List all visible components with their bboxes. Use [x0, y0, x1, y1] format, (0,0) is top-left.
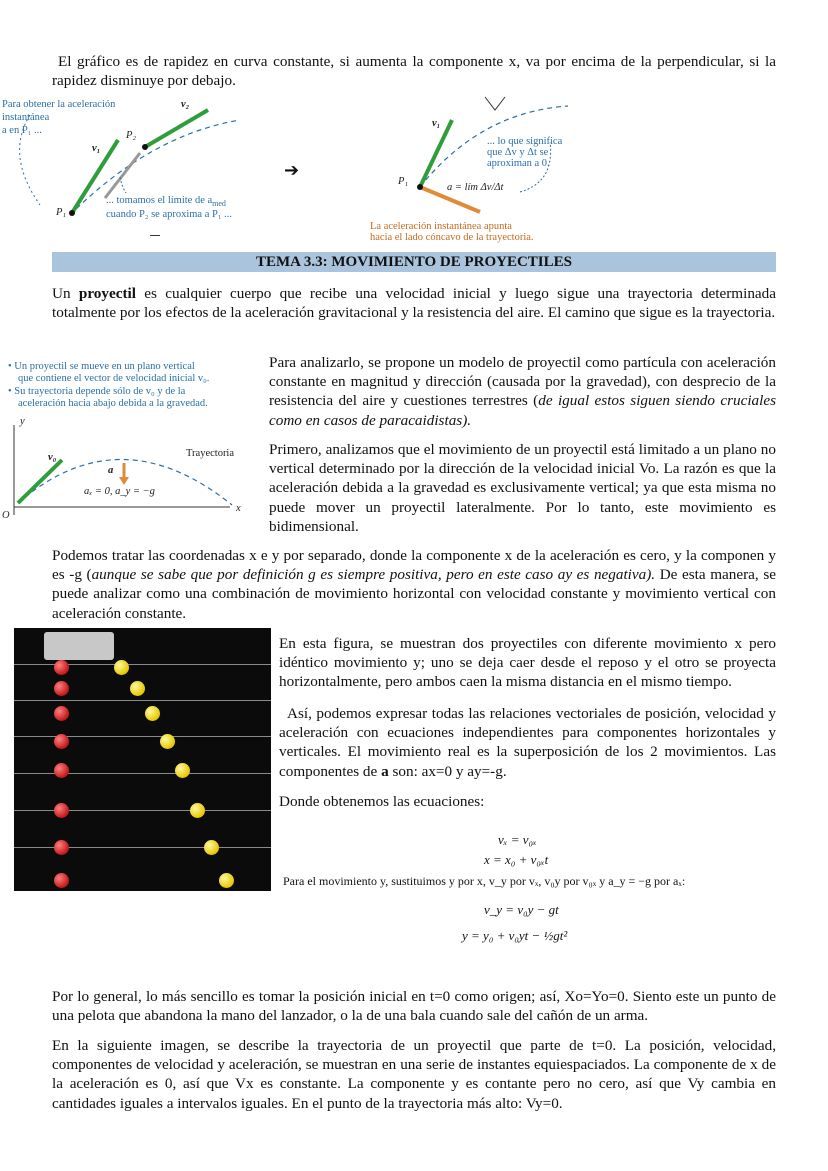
red-ball [54, 660, 69, 675]
fig2-bullet2b: aceleración hacia abajo debida a la gravedad. [18, 398, 208, 409]
fig2-origin-label: O [2, 510, 10, 521]
paragraph-vector-relations: Así, podemos expresar todas las relaciones vectoriales de posición, velocidad y aceleración con ecuaciones independientes para componentes horizontales y verticales. El movimiento real es la superposición de los 2 movimientos. Las componentes de a son: ax=0 y ay=-g. [279, 705, 776, 780]
fig1r-v1-label: v₁ [432, 118, 441, 129]
yellow-ball [190, 803, 205, 818]
fig2-v0-label: v₀ [48, 452, 57, 463]
fig1r-p1-label: P₁ [398, 176, 409, 187]
fig1r-caption1: La aceleración instantánea apunta [370, 221, 512, 232]
fig2-x-label: x [236, 503, 241, 514]
yellow-ball [130, 681, 145, 696]
v2-vector [145, 110, 208, 147]
fig2-trajectory-label: Trayectoria [186, 448, 235, 459]
paragraph-origin: Por lo general, lo más sencillo es tomar la posición inicial en t=0 como origen; así, Xo=Yo=0. Siento este un punto de una pelota que abandona la mano del lanzador, o la de una bala cuando sale del cañón de un arma. [52, 988, 776, 1025]
v0-vector [18, 460, 62, 503]
fig1-label-top3: a en P₁ ... [2, 125, 42, 136]
yellow-ball [145, 706, 160, 721]
fig1r-note2: que Δv y Δt se [487, 147, 549, 158]
yellow-ball [114, 660, 129, 675]
fig1r-caption2: hacia el lado cóncavo de la trayectoria. [370, 232, 534, 243]
equation-vx: vₓ = v₀ₓ [498, 832, 537, 847]
equation-substitution: Para el movimiento y, sustituimos y por x, v_y por vₓ, v₀y por v₀ₓ y a_y = −g por aₓ: [283, 874, 686, 888]
fig2-bullet1a: • Un proyectil se mueve en un plano vertical [8, 361, 195, 372]
red-ball [54, 681, 69, 696]
paragraph-trajectory-description: En la siguiente imagen, se describe la trayectoria de un proyectil que parte de t=0. La posición, velocidad, componentes de velocidad y aceleración, se muestran en una serie de instantes equiespaciados. La componente de x de la aceleración es 0, así que Vx es constante. La componente y es contante pero no cero, así que Vy cambia en cantidades iguales a intervalos iguales. En el punto de la trayectoria más alto: Vy=0. [52, 1037, 776, 1112]
fig1-label-top: Para obtener la aceleración [2, 99, 116, 110]
delta-vector [105, 153, 140, 198]
yellow-ball [175, 763, 190, 778]
figure-projectile-plane-svg [0, 415, 250, 525]
fig1r-note3: aproximan a 0. [487, 158, 550, 169]
grid-line [14, 736, 271, 737]
fig1-arrow-icon: ➔ [284, 160, 300, 181]
fig1-p1-label: P₁ [56, 207, 67, 218]
fig2-components-label: aₓ = 0, a_y = −g [84, 486, 155, 497]
red-ball [54, 873, 69, 888]
point-p2 [142, 144, 148, 150]
point-p1 [69, 210, 75, 216]
fig1-dash [150, 235, 160, 236]
fig1-label-bottom2: cuando P₂ se aproxima a P₁ ... [106, 209, 233, 220]
equation-y: y = y₀ + v₀yt − ½gt² [462, 928, 568, 943]
v-mark [485, 97, 505, 110]
intro-paragraph: El gráfico es de rapidez en curva constante, si aumenta la componente x, va por encima de la perpendicular, si la rapidez disminuye por debajo. [52, 53, 776, 90]
equation-x: x = x₀ + v₀ₓt [484, 852, 549, 867]
grid-line [14, 700, 271, 701]
fig1-label-top2: instantánea [2, 112, 50, 123]
red-ball [54, 840, 69, 855]
fig1-v2-label: v₂ [181, 99, 190, 110]
grid-line [14, 810, 271, 811]
paragraph-projectile-definition: Un proyectil es cualquier cuerpo que recibe una velocidad inicial y luego sigue una trayectoria determinada totalmente por los efectos de la aceleración gravitacional y la resistencia del aire. El camino que sigue es la trayectoria. [52, 285, 777, 322]
point-p1-right [417, 184, 423, 190]
yellow-ball [160, 734, 175, 749]
red-ball [54, 734, 69, 749]
grid-line [14, 664, 271, 665]
section-heading: TEMA 3.3: MOVIMIENTO DE PROYECTILES [52, 252, 776, 272]
red-ball [54, 763, 69, 778]
paragraph-plane: Primero, analizamos que el movimiento de un proyectil está limitado a un plano no vertical determinado por la dirección de la velocidad inicial Vo. La razón es que la aceleración debida a la gravedad es exclusivamente vertical; ya que esta misma no puede mover un proyectil lateralmente. Por lo tanto, este movimiento es bidimensional. [269, 441, 776, 535]
fig2-bullet1b: que contiene el vector de velocidad inicial v₀. [18, 373, 210, 384]
fig1-label-bottom1: ... tomamos el límite de $a_{med}$ [106, 195, 226, 209]
paragraph-two-projectiles: En esta figura, se muestran dos proyectiles con diferente movimiento x pero idéntico movimiento y; uno se deja caer desde el reposo y el otro se proyecta horizontalmente, pero ambos caen la misma distancia en el mismo tiempo. [279, 635, 776, 691]
falling-balls-photo [14, 628, 271, 891]
yellow-ball [204, 840, 219, 855]
v1-vector-right [420, 120, 452, 187]
grid-line [14, 773, 271, 774]
fig2-a-label: a [108, 465, 114, 476]
release-mechanism [44, 632, 114, 660]
fig2-y-label: y [20, 416, 25, 427]
a-vector-head [119, 477, 129, 485]
paragraph-equations-intro: Donde obtenemos las ecuaciones: [279, 793, 485, 810]
equation-vy: v_y = v₀y − gt [484, 902, 559, 917]
fig2-bullet2a: • Su trayectoria depende sólo de v₀ y de la [8, 386, 186, 397]
fig1-v1-label: v₁ [92, 143, 101, 154]
fig1-p2-label: P₂ [126, 130, 137, 141]
fig1r-formula: a = lím Δv/Δt [447, 182, 504, 193]
paragraph-model: Para analizarlo, se propone un modelo de proyectil como partícula con aceleración constante en magnitud y dirección (causada por la gravedad), con desprecio de la resistencia del aire y cuestiones terrestres (de igual estos siguen siendo cruciales como en casos de paracaidistas). [269, 354, 777, 429]
grid-line [14, 847, 271, 848]
red-ball [54, 803, 69, 818]
red-ball [54, 706, 69, 721]
paragraph-coordinates: Podemos tratar las coordenadas x e y por separado, donde la componente x de la aceleración es cero, y la componen y es -g (aunque se sabe que por definición g es siempre positiva, pero en este caso ay es negativa). De esta manera, se puede analizar como una combinación de movimiento horizontal con velocidad constante y movimiento vertical con aceleración constante. [52, 547, 776, 622]
fig1r-note1: ... lo que significa [487, 136, 563, 147]
yellow-ball [219, 873, 234, 888]
